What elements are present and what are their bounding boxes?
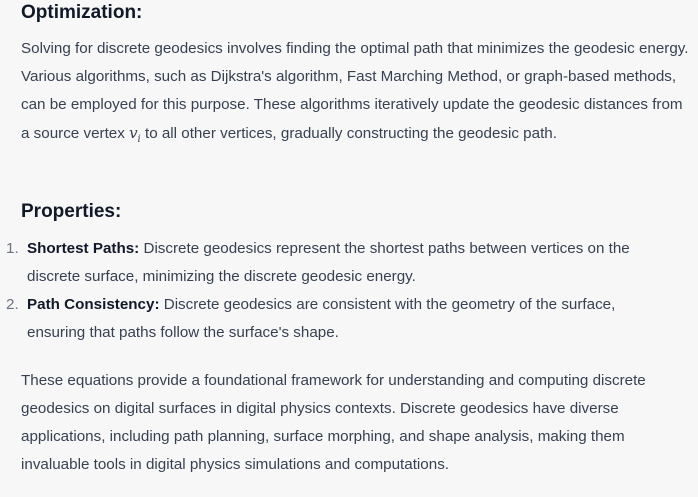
list-number: 1. bbox=[6, 240, 19, 257]
optimization-paragraph bbox=[21, 35, 691, 154]
list-item bbox=[6, 235, 671, 291]
list-item-text: Discrete geodesics represent the shortest paths between vertices on the discrete surface, minimizing the discrete geodesic energy. bbox=[27, 240, 630, 285]
list-item bbox=[6, 291, 671, 347]
list-item-term: Path Consistency: bbox=[27, 296, 160, 313]
list-number: 2. bbox=[6, 296, 19, 313]
optimization-text-start: Solving for discrete geodesics involves finding the optimal path that minimizes the geodesic energy. Various algorithms, such as Dijkstra's algorithm, Fast Marching Method, or graph-based methods, can be employed for this purpose. These algorithms iteratively update the geodesic distances from a source vertex bbox=[21, 40, 689, 142]
closing-paragraph: These equations provide a foundational framework for understanding and computing discrete geodesics on digital surfaces in digital physics contexts. Discrete geodesics have diverse applications, including path planning, surface morphing, and shape analysis, making them invaluable tools in digital physics simulations and computations. bbox=[21, 372, 646, 473]
optimization-heading: Optimization: bbox=[21, 2, 143, 23]
math-vertex-variable: $v_i$ bbox=[129, 124, 141, 145]
properties-list bbox=[6, 235, 671, 347]
properties-heading: Properties: bbox=[21, 201, 122, 222]
list-item-term: Shortest Paths: bbox=[27, 240, 140, 257]
list-item-text: Discrete geodesics are consistent with the geometry of the surface, ensuring that paths follow the surface's shape. bbox=[27, 296, 616, 341]
optimization-text-end: to all other vertices, gradually constructing the geodesic path. bbox=[140, 125, 557, 142]
